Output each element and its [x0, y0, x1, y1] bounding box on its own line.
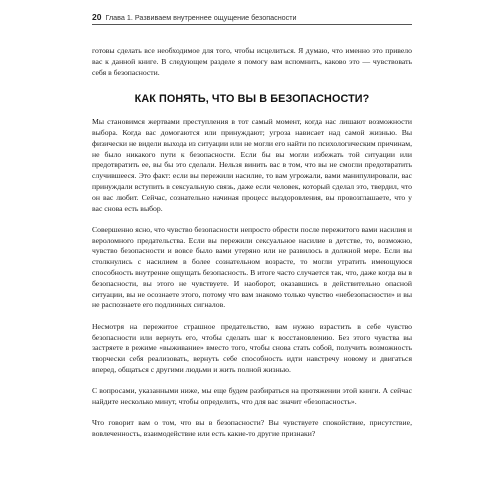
intro-paragraph: готовы сделать все необходимое для того, чтобы исцелиться. Я думаю, что именно это привело вас к данной книге. В следующем разделе я помогу вам вспомнить, каково это — чувствовать себя в безопасности.	[92, 46, 412, 77]
running-head	[92, 12, 412, 22]
paragraph-5: Что говорит вам о том, что вы в безопасности? Вы чувствуете спокойствие, присутствие, вовлеченность, взаимодействие или есть какие-то другие признаки?	[92, 418, 412, 439]
page-number: 20	[92, 12, 102, 22]
body-text	[92, 46, 412, 440]
section-title: КАК ПОНЯТЬ, ЧТО ВЫ В БЕЗОПАСНОСТИ?	[134, 93, 370, 106]
paragraph-4: С вопросами, указанными ниже, мы еще будем разбираться на протяжении этой книги. А сейчас найдите несколько минут, чтобы определить, что для вас значит «безопасность».	[92, 386, 412, 407]
paragraph-2: Совершенно ясно, что чувство безопасности непросто обрести после пережитого вами насилия и вероломного предательства. Если вы пережили сексуальное насилие в детстве, то, возможно, чувство безопасности и вовсе было вами утеряно или не развилось в должной мере. Если вы столкнулись с насилием в более сознательном возрасте, то могли утратить имеющуюся способность внутренне ощущать безопасность. В итоге часто случается так, что, даже когда вы в безопасности, вы этого не чувствуете. И наоборот, оказавшись в действительно опасной ситуации, вы не осознаете этого, потому что вам знакомо только чувство «небезопасности» и вы не распознаете его подлинных сигналов.	[92, 224, 412, 310]
chapter-title: Глава 1. Развиваем внутреннее ощущение безопасности	[105, 13, 297, 22]
paragraph-1: Мы становимся жертвами преступления в тот самый момент, когда нас лишают возможности выбора. Когда вас домогаются или принуждают; угроза нависает над самой жизнью. Вы физически не видели выхода из ситуации или не могли его найти по психологическим причинам, не было никакого пути к безопасности. Если бы вы могли избежать той ситуации или предотвратить ее, вы бы это сделали. Нельзя винить вас в том, что вы не смогли предотвратить случившееся. Это факт: если вы пережили насилие, то вам угрожали, вами манипулировали, вас принуждали вступить в сексуальную связь, даже если человек, который сделал это, твердил, что он вас любит. Сейчас, сознательно начиная процесс выздоровления, вы провозглашаете, что у вас снова есть выбор.	[92, 117, 412, 213]
paragraph-3: Несмотря на пережитое страшное предательство, вам нужно взрастить в себе чувство безопасности или вернуть его, чтобы сделать шаг к восстановлению. Без этого чувства вы застряете в режиме «выживание» вместо того, чтобы снова стать собой, получить возможность творчески себя реализовать, вернуть себе способность идти навстречу новому и двигаться вперед, общаться с другими людьми и жить полной жизнью.	[92, 321, 412, 374]
header-divider	[92, 24, 412, 25]
